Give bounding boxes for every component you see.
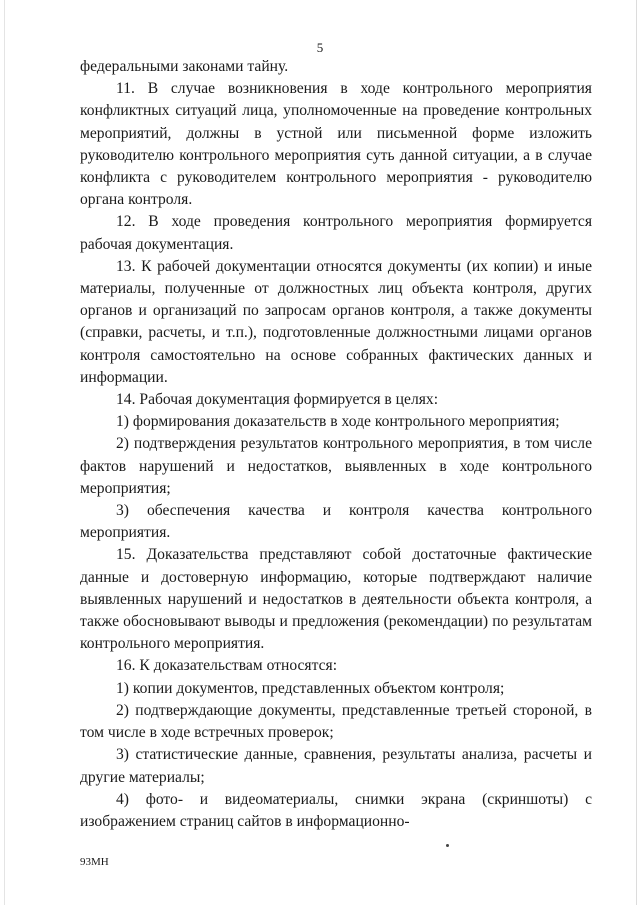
scan-speck: [446, 844, 449, 847]
list-item-14-3: 3) обеспечения качества и контроля качества контрольного мероприятия.: [80, 502, 592, 542]
list-item-14-1: 1) формирования доказательств в ходе контрольного мероприятия;: [116, 413, 560, 431]
page-number: 5: [316, 40, 324, 55]
document-code: 93МН: [80, 856, 109, 868]
document-body: [80, 56, 592, 833]
paragraph-15: 15. Доказательства представляют собой достаточные фактические данные и достоверную информацию, которые подтверждают наличие выявленных нарушений и недостатков в деятельности объекта контроля, а также обосновывают выводы и предложения (рекомендации) по результатам контрольного мероприятия.: [80, 546, 592, 653]
paragraph-13: 13. К рабочей документации относятся документы (их копии) и иные материалы, полученные от должностных лиц объекта контроля, других органов и организаций по запросам органов контроля, а также документы (справки, расчеты, и т.п.), подготовленные должностными лицами органов контроля самостоятельно на основе собранных фактических данных и информации.: [80, 257, 592, 386]
list-item-16-2: 2) подтверждающие документы, представленные третьей стороной, в том числе в ходе встречных проверок;: [80, 701, 592, 742]
paragraph-continuation: федеральными законами тайну.: [80, 58, 289, 75]
scan-edge-left: [4, 0, 5, 905]
paragraph-16: 16. К доказательствам относятся:: [116, 657, 338, 675]
paragraph-14: 14. Рабочая документация формируется в целях:: [116, 391, 439, 409]
list-item-16-1: 1) копии документов, представленных объектом контроля;: [116, 679, 505, 697]
list-item-16-3: 3) статистические данные, сравнения, результаты анализа, расчеты и другие материалы;: [80, 746, 592, 786]
scan-edge-right: [636, 0, 637, 905]
list-item-14-2: 2) подтверждения результатов контрольного мероприятия, в том числе фактов нарушений и недостатков, выявленных в ходе контрольного мероприятия;: [80, 435, 592, 497]
paragraph-12: 12. В ходе проведения контрольного мероприятия формируется рабочая документация.: [80, 213, 592, 253]
list-item-16-4: 4) фото- и видеоматериалы, снимки экрана (скриншоты) с изображением страниц сайтов в информационно-: [80, 790, 592, 830]
paragraph-11: 11. В случае возникновения в ходе контрольного мероприятия конфликтных ситуаций лица, уполномоченные на проведение контрольных мероприятий, должны в устной или письменной форме изложить руководителю контрольного мероприятия суть данной ситуации, а в случае конфликта с руководителем контрольного мероприятия - руководителю органа контроля.: [80, 80, 592, 209]
